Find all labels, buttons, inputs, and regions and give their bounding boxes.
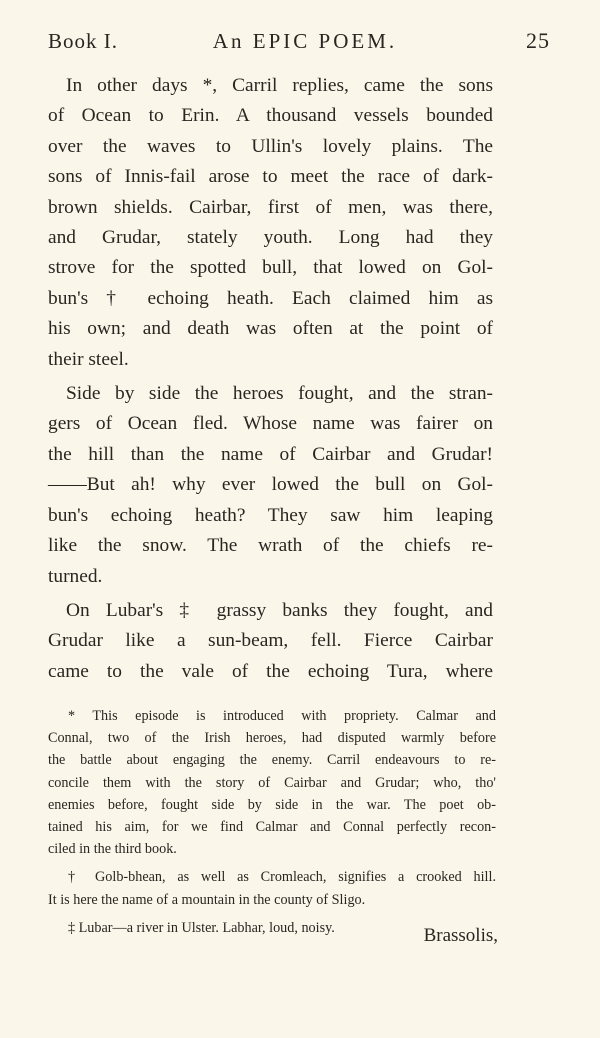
header-book: Book I. bbox=[48, 29, 118, 53]
footnote-line: * This episode is introduced with propriety. Calmar and bbox=[68, 708, 496, 724]
footnote-line: Connal, two of the Irish heroes, had disputed warmly before bbox=[48, 730, 496, 747]
paragraph bbox=[48, 596, 493, 687]
text-line: like the snow. The wrath of the chiefs re- bbox=[48, 535, 493, 557]
footnote-line: enemies before, fought side by side in the war. The poet ob- bbox=[48, 796, 496, 813]
text-line: turned. bbox=[48, 565, 103, 587]
footnote bbox=[48, 866, 496, 910]
catchword: Brassolis, bbox=[423, 925, 498, 946]
running-header bbox=[48, 28, 550, 54]
text-line: bun's echoing heath? They saw him leaping bbox=[48, 504, 493, 526]
footnote-line: ciled in the third book. bbox=[48, 841, 177, 858]
footnote-line: tained his aim, for we find Calmar and Connal perfectly recon- bbox=[48, 819, 496, 836]
text-line: bun's † echoing heath. Each claimed him as bbox=[48, 287, 493, 309]
text-line: came to the vale of the echoing Tura, where bbox=[48, 660, 493, 682]
text-line: sons of Innis-fail arose to meet the race of dark- bbox=[48, 166, 493, 188]
text-line: brown shields. Cairbar, first of men, was there, bbox=[48, 196, 493, 218]
text-line: their steel. bbox=[48, 348, 129, 370]
main-text bbox=[48, 71, 493, 691]
text-line: the hill than the name of Cairbar and Grudar! bbox=[48, 443, 493, 465]
footnote bbox=[48, 705, 496, 860]
paragraph bbox=[48, 379, 493, 592]
text-line: his own; and death was often at the point of bbox=[48, 318, 493, 340]
header-title: An EPIC POEM. bbox=[212, 29, 398, 53]
footnote-line: concile them with the story of Cairbar and Grudar; who, tho' bbox=[48, 774, 496, 791]
page-number: 25 bbox=[526, 28, 550, 53]
text-line: over the waves to Ullin's lovely plains. The bbox=[48, 135, 493, 157]
text-line: Grudar like a sun-beam, fell. Fierce Cairbar bbox=[48, 630, 493, 652]
text-line: and Grudar, stately youth. Long had they bbox=[48, 227, 493, 249]
text-line: Side by side the heroes fought, and the stran- bbox=[66, 383, 493, 405]
footnotes bbox=[48, 705, 496, 945]
footnote-line: It is here the name of a mountain in the county of Sligo. bbox=[48, 891, 366, 908]
footnote-line: ‡ Lubar—a river in Ulster. Labhar, loud, noisy. bbox=[68, 919, 335, 936]
text-line: ——But ah! why ever lowed the bull on Gol- bbox=[48, 474, 493, 496]
footnote-line: the battle about engaging the enemy. Carril endeavours to re- bbox=[48, 752, 496, 769]
text-line: strove for the spotted bull, that lowed on Gol- bbox=[48, 257, 493, 279]
text-line: gers of Ocean fled. Whose name was fairer on bbox=[48, 413, 493, 435]
text-line: On Lubar's ‡ grassy banks they fought, and bbox=[66, 599, 493, 621]
paragraph bbox=[48, 71, 493, 375]
text-line: of Ocean to Erin. A thousand vessels bounded bbox=[48, 105, 493, 127]
footnote-line: † Golb-bhean, as well as Cromleach, signifies a crooked hill. bbox=[68, 869, 496, 886]
text-line: In other days *, Carril replies, came the sons bbox=[66, 75, 493, 96]
